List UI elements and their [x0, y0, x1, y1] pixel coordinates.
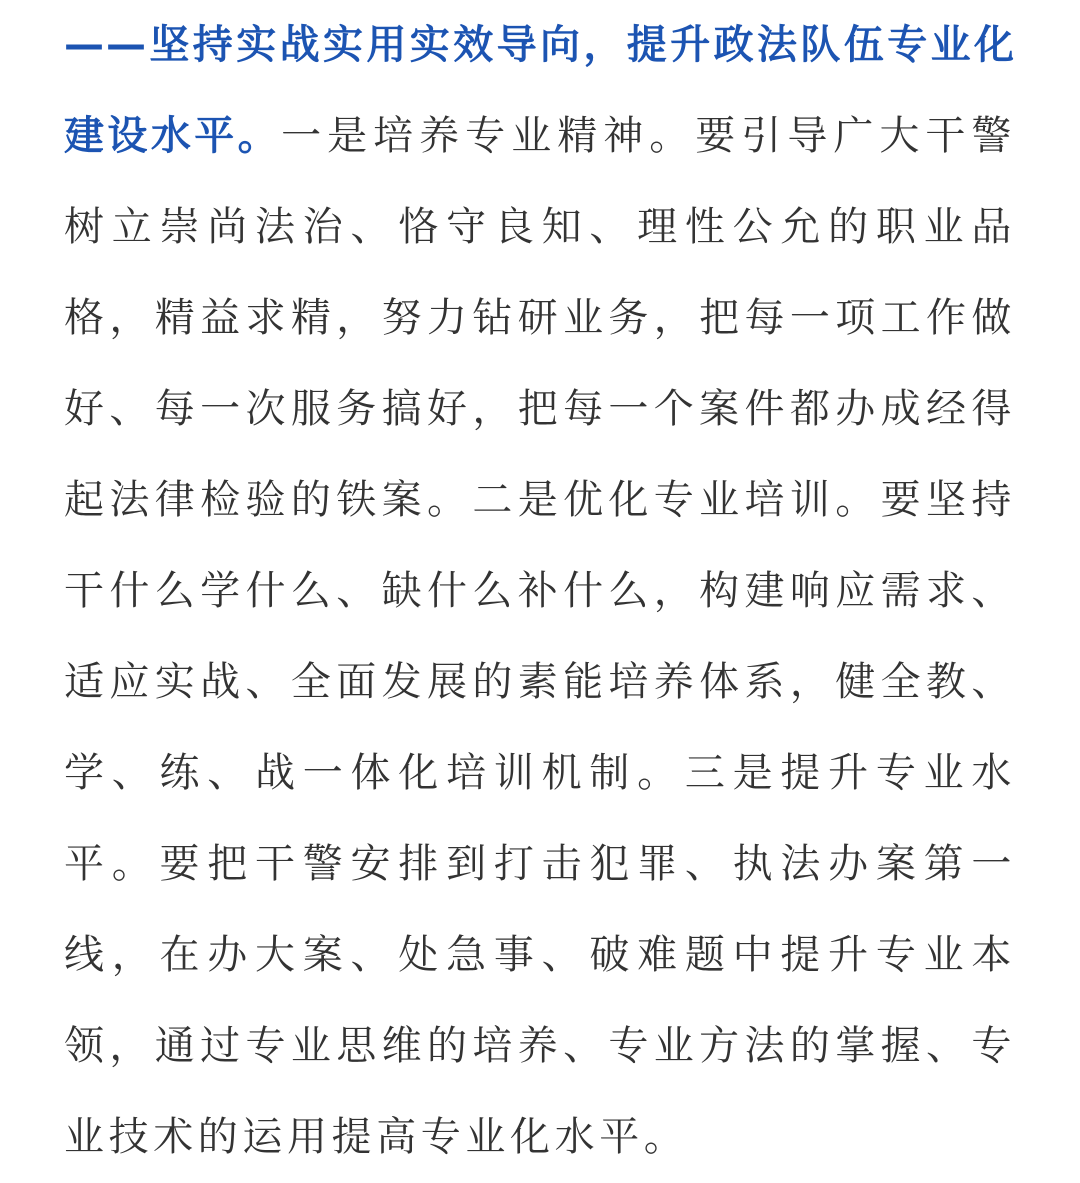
- paragraph-body: 一是培养专业精神。要引导广大干警树立崇尚法治、恪守良知、理性公允的职业品格，精益求精，努力钻研业务，把每一项工作做好、每一次服务搞好，把每一个案件都办成经得起法律检验的铁案。二是优化专业培训。要坚持干什么学什么、缺什么补什么，构建响应需求、适应实战、全面发展的素能培养体系，健全教、学、练、战一体化培训机制。三是提升专业水平。要把干警安排到打击犯罪、执法办案第一线，在办大案、处急事、破难题中提升专业本领，通过专业思维的培养、专业方法的掌握、专业技术的运用提高专业化水平。: [64, 113, 1017, 1160]
- article-paragraph: [64, 0, 1016, 1183]
- section-heading: ——坚持实战实用实效导向，提升政法队伍专业化建设水平。: [64, 22, 1016, 159]
